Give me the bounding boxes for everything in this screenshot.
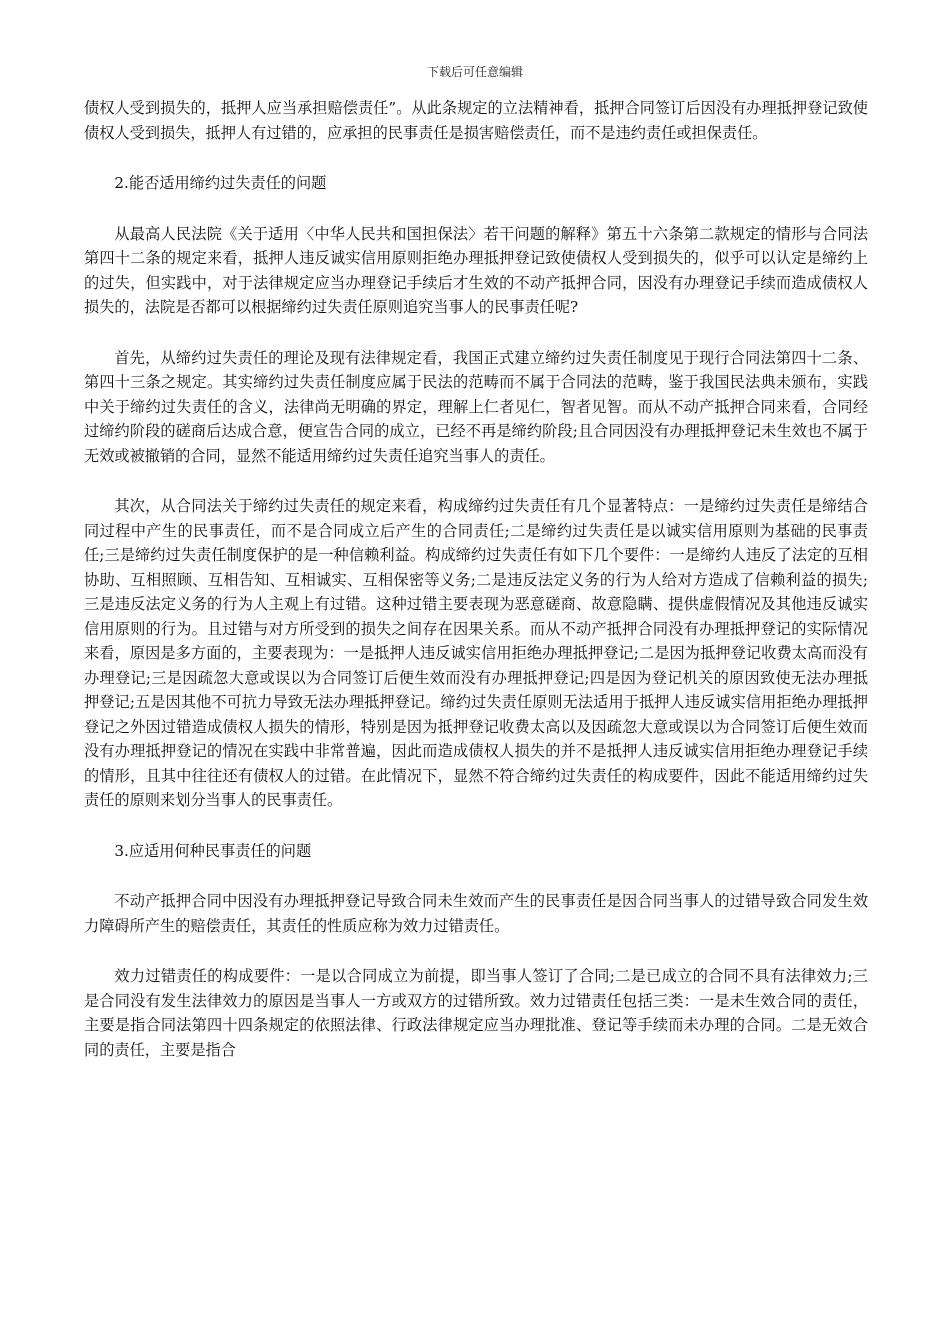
document-body [84,96,868,1088]
paragraph: 从最高人民法院《关于适用〈中华人民共和国担保法〉若干问题的解释》第五十六条第二款规定的情形与合同法第四十二条的规定来看，抵押人违反诚实信用原则拒绝办理抵押登记致使债权人受到损失的，似乎可以认定是缔约上的过失，但实践中，对于法律规定应当办理登记手续后才生效的不动产抵押合同，因没有办理登记手续而造成债权人损失的，法院是否都可以根据缔约过失责任原则追究当事人的民事责任呢? [84,224,868,316]
section-heading-3: 3.应适用何种民事责任的问题 [114,841,312,860]
section-heading-2: 2.能否适用缔约过失责任的问题 [114,174,327,192]
paragraph-continuation: 债权人受到损失的，抵押人应当承担赔偿责任”。从此条规定的立法精神看，抵押合同签订后因没有办理抵押登记致使债权人受到损失，抵押人有过错的，应承担的民事责任是损害赔偿责任，而不是违约责任或担保责任。 [84,99,868,142]
paragraph: 首先，从缔约过失责任的理论及现有法律规定看，我国正式建立缔约过失责任制度见于现行合同法第四十二条、第四十三条之规定。其实缔约过失责任制度应属于民法的范畴而不属于合同法的范畴，鉴于我国民法典未颁布，实践中关于缔约过失责任的含义，法律尚无明确的界定，理解上仁者见仁，智者见智。而从不动产抵押合同来看，合同经过缔约阶段的磋商后达成合意，便宣告合同的成立，已经不再是缔约阶段;且合同因没有办理抵押登记未生效也不属于无效或被撤销的合同，显然不能适用缔约过失责任追究当事人的责任。 [84,348,868,465]
paragraph: 不动产抵押合同中因没有办理抵押登记导致合同未生效而产生的民事责任是因合同当事人的过错导致合同发生效力障碍所产生的赔偿责任，其责任的性质应称为效力过错责任。 [84,892,868,935]
page-header: 下载后可任意编辑 [426,65,523,79]
paragraph: 效力过错责任的构成要件：一是以合同成立为前提，即当事人签订了合同;二是已成立的合同不具有法律效力;三是合同没有发生法律效力的原因是当事人一方或双方的过错所致。效力过错责任包括三类：一是未生效合同的责任，主要是指合同法第四十四条规定的依照法律、行政法律规定应当办理批准、登记等手续而未办理的合同。二是无效合同的责任，主要是指合 [84,967,868,1059]
paragraph: 其次，从合同法关于缔约过失责任的规定来看，构成缔约过失责任有几个显著特点：一是缔约过失责任是缔结合同过程中产生的民事责任，而不是合同成立后产生的合同责任;二是缔约过失责任是以诚实信用原则为基础的民事责任;三是缔约过失责任制度保护的是一种信赖利益。构成缔约过失责任有如下几个要件：一是缔约人违反了法定的互相协助、互相照顾、互相告知、互相诚实、互相保密等义务;二是违反法定义务的行为人给对方造成了信赖利益的损失;三是违反法定义务的行为人主观上有过错。这种过错主要表现为恶意磋商、故意隐瞒、提供虚假情况及其他违反诚实信用原则的行为。且过错与对方所受到的损失之间存在因果关系。而从不动产抵押合同没有办理抵押登记的实际情况来看，原因是多方面的，主要表现为：一是抵押人违反诚实信用拒绝办理抵押登记;二是因为抵押登记收费太高而没有办理登记;三是因疏忽大意或误以为合同签订后便生效而没有办理抵押登记;四是因为登记机关的原因致使无法办理抵押登记;五是因其他不可抗力导致无法办理抵押登记。缔约过失责任原则无法适用于抵押人违反诚实信用拒绝办理抵押登记之外因过错造成债权人损失的情形，特别是因为抵押登记收费太高以及因疏忽大意或误以为合同签订后便生效而没有办理抵押登记的情况在实践中非常普遍，因此而造成债权人损失的并不是抵押人违反诚实信用拒绝办理登记手续的情形，且其中往往还有债权人的过错。在此情况下，显然不符合缔约过失责任的构成要件，因此不能适用缔约过失责任的原则来划分当事人的民事责任。 [84,497,868,809]
